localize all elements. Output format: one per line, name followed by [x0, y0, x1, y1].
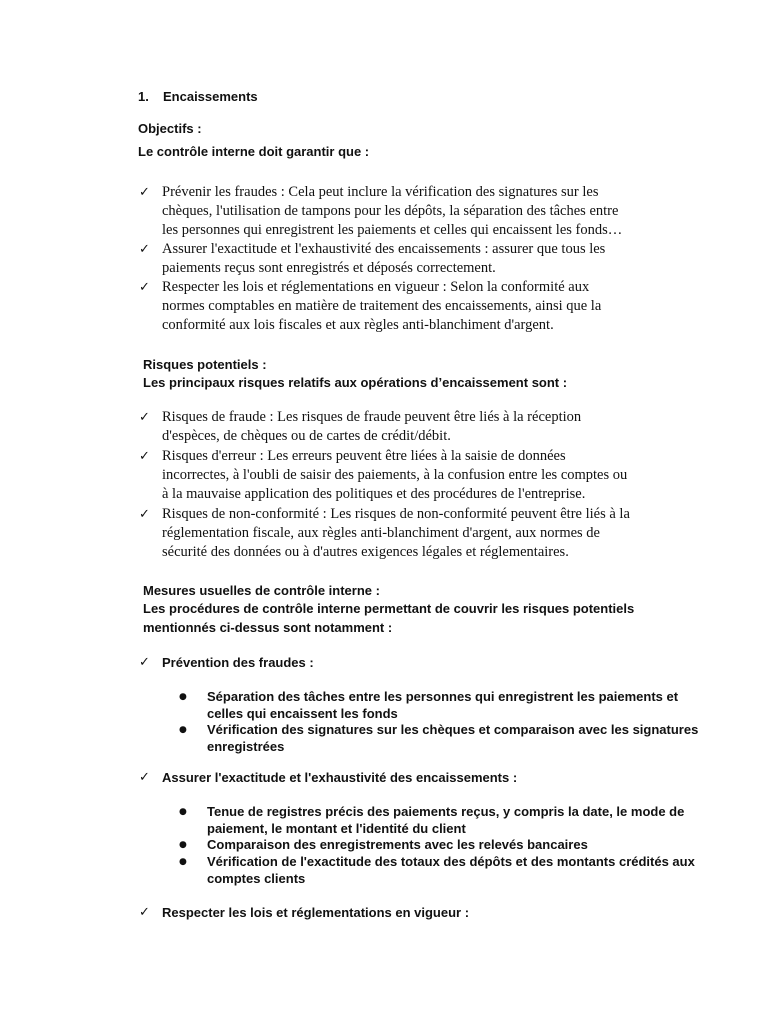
risque-item-3-line: sécurité des données ou à d'autres exigences légales et réglementaires.	[162, 544, 569, 560]
mesure-bullet	[207, 803, 684, 837]
risque-item-1-line: d'espèces, de chèques ou de cartes de crédit/débit.	[162, 428, 451, 444]
mesure-bullet-line: celles qui encaissent les fonds	[207, 706, 398, 721]
mesure-bullet	[207, 853, 695, 887]
risques-heading: Risques potentiels :	[143, 357, 267, 372]
bullet-icon: ●	[179, 807, 187, 817]
check-mark-icon: ✓	[139, 770, 150, 785]
objectifs-intro: Le contrôle interne doit garantir que :	[138, 144, 370, 159]
mesure-bullet-line: Comparaison des enregistrements avec les relevés bancaires	[207, 837, 588, 852]
objectif-item-1-line: Prévenir les fraudes : Cela peut inclure la vérification des signatures sur les	[162, 184, 599, 200]
bullet-icon: ●	[179, 725, 187, 735]
objectif-item-2-line: paiements reçus sont enregistrés et déposés correctement.	[162, 260, 496, 276]
risque-item-3-line: Risques de non-conformité : Les risques de non-conformité peuvent être liés à la	[162, 506, 630, 522]
mesure-bullet-line: Séparation des tâches entre les personnes qui enregistrent les paiements et	[207, 689, 679, 704]
mesure-group-title: Assurer l'exactitude et l'exhaustivité des encaissements :	[162, 770, 518, 785]
mesure-bullet-line: comptes clients	[207, 871, 306, 886]
mesure-bullet	[207, 688, 678, 722]
check-mark-icon: ✓	[139, 410, 150, 425]
objectif-item-1-line: chèques, l'utilisation de tampons pour les dépôts, la séparation des tâches entre	[162, 203, 619, 219]
bullet-icon: ●	[179, 840, 187, 850]
objectif-item-2	[162, 240, 605, 278]
mesure-bullet-line: Vérification des signatures sur les chèques et comparaison avec les signatures	[207, 722, 699, 737]
mesure-bullet-line: enregistrées	[207, 739, 285, 754]
check-mark-icon: ✓	[139, 242, 150, 257]
mesure-group-title: Prévention des fraudes :	[162, 655, 314, 670]
risque-item-2	[162, 447, 627, 504]
bullet-icon: ●	[179, 857, 187, 867]
bullet-icon: ●	[179, 692, 187, 702]
objectif-item-3-line: Respecter les lois et réglementations en vigueur : Selon la conformité aux	[162, 279, 590, 295]
check-mark-icon: ✓	[139, 280, 150, 295]
mesure-bullet	[207, 836, 588, 853]
objectif-item-3	[162, 278, 601, 335]
risque-item-3-line: réglementation fiscale, aux règles anti-blanchiment d'argent, aux normes de	[162, 525, 600, 541]
section-title: Encaissements	[163, 89, 258, 104]
check-mark-icon: ✓	[139, 449, 150, 464]
risque-item-3	[162, 505, 630, 562]
check-mark-icon: ✓	[139, 655, 150, 670]
risque-item-1	[162, 408, 581, 446]
objectif-item-3-line: normes comptables en matière de traitement des encaissements, ainsi que la	[162, 298, 602, 314]
mesures-heading: Mesures usuelles de contrôle interne :	[143, 583, 380, 598]
risques-intro: Les principaux risques relatifs aux opérations d’encaissement sont :	[143, 375, 568, 390]
objectif-item-1-line: les personnes qui enregistrent les paiements et celles qui encaissent les fonds…	[162, 222, 623, 238]
objectif-item-1	[162, 183, 622, 240]
check-mark-icon: ✓	[139, 507, 150, 522]
mesure-bullet	[207, 721, 698, 755]
objectif-item-3-line: conformité aux lois fiscales et aux règles anti-blanchiment d'argent.	[162, 317, 554, 333]
mesure-bullet-line: paiement, le montant et l'identité du client	[207, 821, 466, 836]
section-number: 1.	[138, 89, 149, 104]
mesure-bullet-line: Vérification de l'exactitude des totaux des dépôts et des montants crédités aux	[207, 854, 695, 869]
check-mark-icon: ✓	[139, 185, 150, 200]
risque-item-2-line: à la mauvaise application des politiques et des procédures de l'entreprise.	[162, 486, 586, 502]
mesures-intro-line: mentionnés ci-dessus sont notamment :	[143, 620, 393, 635]
risque-item-1-line: Risques de fraude : Les risques de fraude peuvent être liés à la réception	[162, 409, 582, 425]
check-mark-icon: ✓	[139, 905, 150, 920]
risque-item-2-line: incorrectes, à l'oubli de saisir des paiements, à la confusion entre les comptes ou	[162, 467, 628, 483]
objectifs-heading: Objectifs :	[138, 121, 202, 136]
mesure-bullet-line: Tenue de registres précis des paiements reçus, y compris la date, le mode de	[207, 804, 685, 819]
mesures-intro-line: Les procédures de contrôle interne permettant de couvrir les risques potentiels	[143, 601, 635, 616]
risque-item-2-line: Risques d'erreur : Les erreurs peuvent être liées à la saisie de données	[162, 448, 566, 464]
mesure-group-title: Respecter les lois et réglementations en vigueur :	[162, 905, 470, 920]
objectif-item-2-line: Assurer l'exactitude et l'exhaustivité des encaissements : assurer que tous les	[162, 241, 606, 257]
